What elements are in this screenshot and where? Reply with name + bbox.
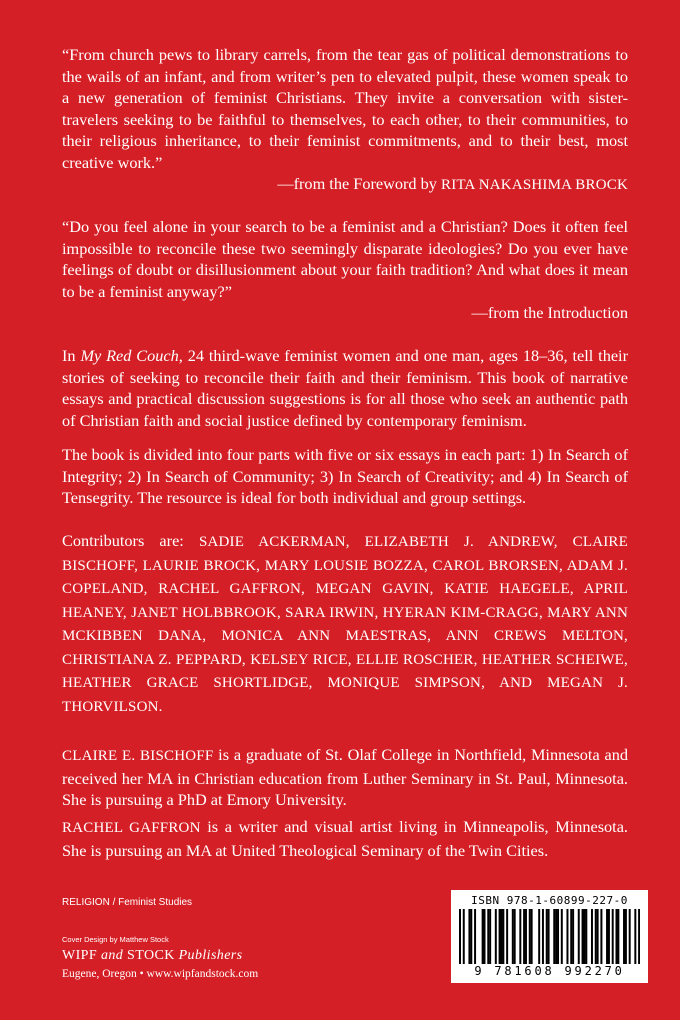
barcode-bar (495, 909, 497, 964)
barcode-bar (625, 909, 627, 964)
editor-bio-text-gaffron: is a writer and visual artist living in Minneapolis, Minnesota. She is pursuing an MA at United Theological Seminary of the Twin Cities. (62, 817, 629, 860)
barcode-bar (463, 909, 465, 964)
barcode-bar (489, 909, 491, 964)
editor-bio-bischoff (62, 744, 628, 811)
barcode-bar (585, 909, 587, 964)
barcode-bar (459, 909, 461, 964)
barcode-bar (553, 909, 555, 964)
barcode-bar (529, 909, 531, 964)
barcode-bar (608, 909, 610, 964)
publisher-name-stock: STOCK (123, 948, 179, 963)
publisher-name-publishers: Publishers (178, 948, 243, 963)
book-description (62, 345, 628, 431)
foreword-quote-text: “From church pews to library carrels, from the tear gas of political demonstrations to the wails of an infant, and from writer’s pen to elevated pulpit, these women speak to a new generation of feminist Christians. They invite a conversation with sister-travelers seeking to be faithful to themselves, to each other, to their communities, to their religious inheritance, to their feminist commitments, and to their best, most creative work.” (62, 45, 628, 172)
editor-bio-text-bischoff: is a graduate of St. Olaf College in Northfield, Minnesota and received her MA in Christian education from Luther Seminary in St. Paul, Minnesota. She is pursuing a PhD at Emory University. (62, 745, 628, 809)
barcode-bar (523, 909, 525, 964)
barcode-bar (502, 909, 504, 964)
barcode-bar (506, 909, 508, 964)
introduction-quote (62, 216, 628, 302)
introduction-attribution: —from the Introduction (471, 303, 628, 322)
barcode-bar (600, 909, 602, 964)
barcode-bar (474, 909, 476, 964)
barcode-bar (531, 909, 533, 964)
editor-bio-gaffron (62, 816, 628, 861)
foreword-attribution-prefix: —from the Foreword by (277, 174, 441, 193)
contributors-list (62, 530, 628, 718)
barcode-bar (546, 909, 548, 964)
barcode-bar (566, 909, 568, 964)
description-body: , 24 third-wave feminist women and one man, ages 18–36, tell their stories of seeking to reconcile their faith and their feminism. This book of narrative essays and practical discussion suggestions is for all those who seek an authentic path of Christian faith and social justice defined by contemporary feminism. (62, 346, 629, 430)
isbn-barcode (451, 890, 648, 983)
barcode-bar (578, 909, 580, 964)
barcode-bar (623, 909, 625, 964)
ean-number: 9 781608 992270 (474, 964, 625, 978)
barcode-bar (482, 909, 484, 964)
barcode-bar (634, 909, 636, 964)
barcode-bar (470, 909, 472, 964)
barcode-bar (538, 909, 540, 964)
book-title: My Red Couch (80, 346, 179, 365)
barcode-bar (570, 909, 572, 964)
barcode-bar (500, 909, 502, 964)
introduction-quote-text: “Do you feel alone in your search to be a feminist and a Christian? Does it often feel impossible to reconcile these two seemingly disparate ideologies? Do you ever have feelings of doubt or disillusionment about your faith tradition? And what does it mean to be a feminist anyway?” (62, 217, 628, 301)
contributors-prefix: Contributors are: (62, 531, 199, 550)
contributors-names: SADIE ACKERMAN, ELIZABETH J. ANDREW, CLAIRE BISCHOFF, LAURIE BROCK, MARY LOUSIE BOZZA, CAROL BRORSEN, ADAM J. COPELAND, RACHEL GAFFRON, MEGAN GAVIN, KATIE HAEGELE, APRIL HEANEY, JANET HOLBBROOK, SARA IRWIN, HYERAN KIM-CRAGG, MARY ANN MCKIBBEN DANA, MONICA ANN MAESTRAS, ANN CREWS MELTON, CHRISTIANA Z. PEPPARD, KELSEY RICE, ELLIE ROSCHER, HEATHER SCHEIWE, HEATHER GRACE SHORTLIDGE, MONIQUE SIMPSON, AND MEGAN J. THORVILSON. (62, 534, 629, 715)
barcode-bar (514, 909, 516, 964)
barcode-bar (595, 909, 597, 964)
cover-design-credit: Cover Design by Matthew Stock (62, 935, 169, 944)
barcode-bar (561, 909, 563, 964)
barcode-bar (572, 909, 574, 964)
barcode-bar (591, 909, 593, 964)
barcode-icon (459, 909, 640, 964)
barcode-bar (629, 909, 631, 964)
barcode-bar (612, 909, 614, 964)
editor-name-bischoff: CLAIRE E. BISCHOFF (62, 748, 214, 764)
description-prefix: In (62, 346, 81, 365)
barcode-bar (548, 909, 550, 964)
barcode-bar (557, 909, 559, 964)
barcode-bar (582, 909, 584, 964)
barcode-bar (542, 909, 544, 964)
editor-name-gaffron: RACHEL GAFFRON (62, 820, 201, 836)
barcode-bar (525, 909, 527, 964)
barcode-bar (519, 909, 521, 964)
barcode-bar (638, 909, 640, 964)
barcode-bar (617, 909, 619, 964)
subject-category: RELIGION / Feminist Studies (62, 897, 193, 908)
foreword-attribution (62, 173, 628, 197)
isbn-label: ISBN 978-1-60899-227-0 (471, 894, 628, 907)
barcode-bar (606, 909, 608, 964)
barcode-bar (499, 909, 501, 964)
barcode-bar (615, 909, 617, 964)
barcode-bar (468, 909, 470, 964)
barcode-bar (484, 909, 486, 964)
publisher-name-and: and (100, 948, 124, 963)
barcode-bar (487, 909, 489, 964)
foreword-author: RITA NAKASHIMA BROCK (441, 177, 628, 193)
barcode-bar (555, 909, 557, 964)
book-structure: The book is divided into four parts with five or six essays in each part: 1) In Search of Integrity; 2) In Search of Community; 3) In Search of Creativity; and 4) In Search of Tensegrity. The resource is ideal for both individual and group settings. (62, 445, 628, 507)
publisher-logo (62, 948, 243, 964)
barcode-bar (512, 909, 514, 964)
publisher-address: Eugene, Oregon • www.wipfandstock.com (62, 968, 259, 980)
barcode-bar (583, 909, 585, 964)
barcode-bar (597, 909, 599, 964)
foreword-quote (62, 44, 628, 173)
publisher-name-wipf: WIPF (62, 948, 101, 963)
